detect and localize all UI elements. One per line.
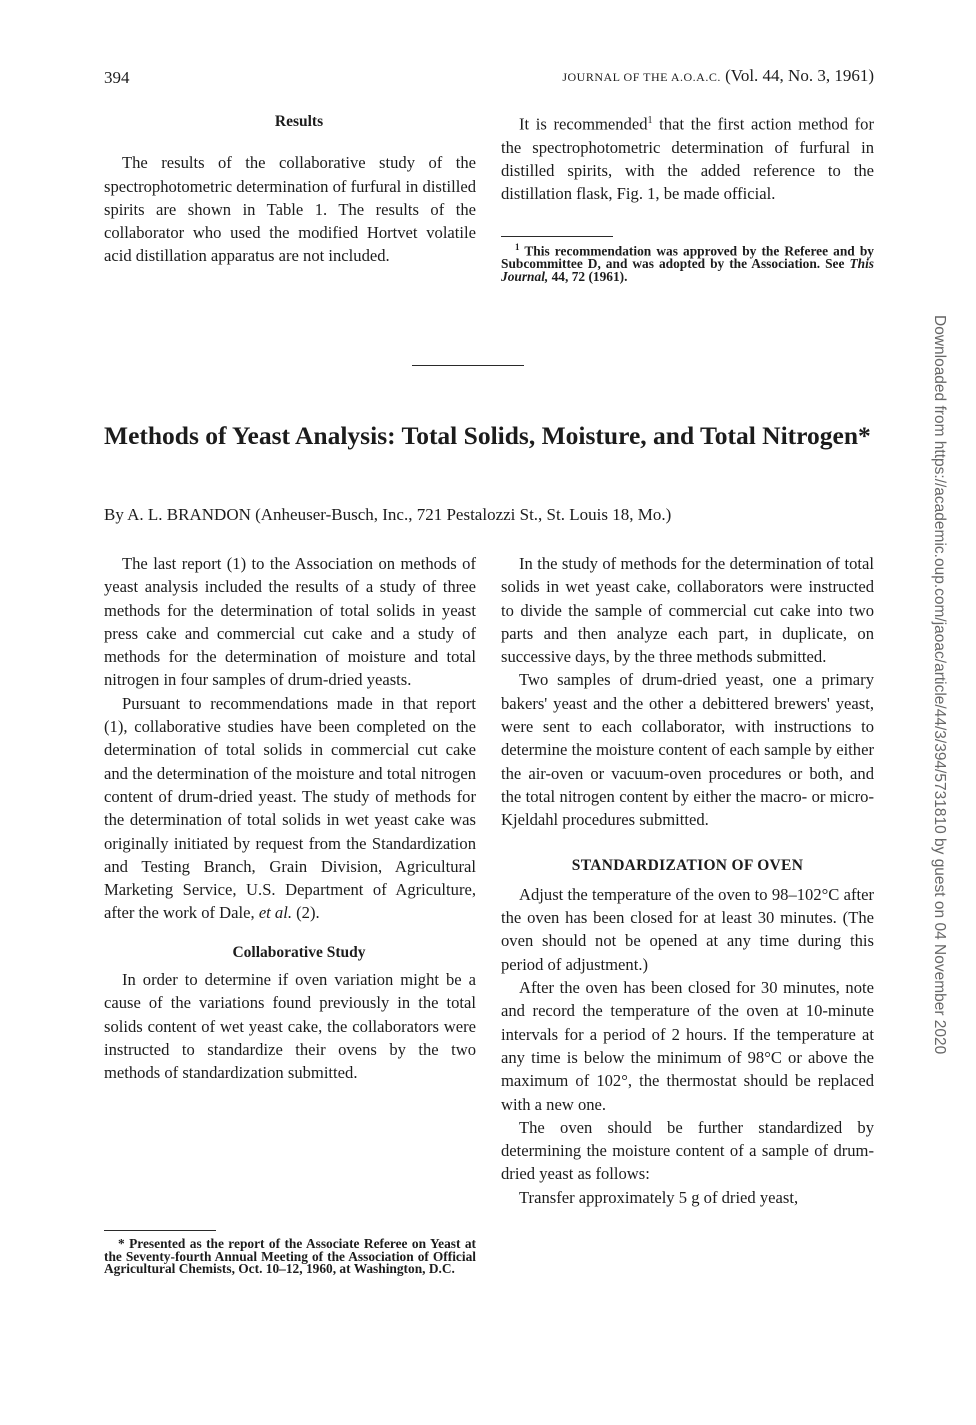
results-section bbox=[104, 110, 476, 268]
recommendation-footnote: $^1$ This recommendation was approved by the Referee and by Subcommittee D, and was adopted by the Association. See This Journal, 44, 72 (1961). bbox=[501, 242, 874, 284]
page-number: 394 bbox=[104, 68, 130, 87]
collaborative-study-heading: Collaborative Study bbox=[232, 943, 366, 961]
running-header bbox=[562, 66, 874, 86]
article-title: Methods of Yeast Analysis: Total Solids, Moisture, and Total Nitrogen* bbox=[104, 421, 871, 450]
presentation-footnote: * Presented as the report of the Associate Referee on Yeast at the Seventy-fourth Annual Meeting of the Association of Official Agricultural Chemists, Oct. 10–12, 1960, at Washington, D.C. bbox=[104, 1236, 476, 1277]
download-notice: Downloaded from https://academic.oup.com/jaoac/article/44/3/394/5731810 by guest on 04 November 2020 bbox=[931, 315, 948, 1055]
footnote-divider bbox=[501, 236, 613, 237]
standardization-heading: STANDARDIZATION OF OVEN bbox=[571, 856, 804, 874]
recommendation-section bbox=[501, 109, 874, 206]
right-column bbox=[501, 552, 874, 1209]
paragraph: The oven should be further standardized by determining the moisture content of a sample of drum-dried yeast as follows: bbox=[501, 1117, 874, 1184]
paragraph: Transfer approximately 5 g of dried yeast, bbox=[519, 1187, 799, 1207]
journal-name: JOURNAL OF THE A.O.A.C. bbox=[562, 70, 721, 84]
footnote-mark: 1 bbox=[647, 115, 653, 126]
paragraph: In order to determine if oven variation might be a cause of the variations found previously in the total solids content of wet yeast cake, the collaborators were instructed to standardize their ovens by the two methods of standardization submitted. bbox=[104, 970, 476, 1083]
paragraph: Two samples of drum-dried yeast, one a primary bakers' yeast and the other a debittered brewers' yeast, were sent to each collaborator, with instructions to determine the moisture content of each sample by either the air-oven or vacuum-oven procedures or both, and the total nitrogen content by either the macro- or micro-Kjeldahl procedures submitted. bbox=[501, 670, 874, 830]
results-heading: Results bbox=[274, 113, 324, 130]
article-byline: By A. L. BRANDON (Anheuser-Busch, Inc., 721 Pestalozzi St., St. Louis 18, Mo.) bbox=[104, 505, 672, 524]
paragraph: The last report (1) to the Association on methods of yeast analysis included the results of a study of three methods for the determination of total solids in yeast press cake and commercial cut cake and a study of methods for the determination of moisture and total nitrogen in four samples of drum-dried yeasts. bbox=[104, 554, 476, 690]
left-column bbox=[104, 552, 476, 1085]
footnote-divider bbox=[104, 1230, 216, 1231]
journal-volume: (Vol. 44, No. 3, 1961) bbox=[725, 66, 874, 85]
recommendation-paragraph: It is recommended$^1$ that the first action method for the spectrophotometric determination of furfural in distilled spirits, with the added reference to the distillation flask, Fig. 1, be made official. bbox=[501, 114, 874, 204]
section-separator bbox=[412, 365, 524, 366]
paragraph: Pursuant to recommendations made in that report (1), collaborative studies have been completed on the determination of total solids in commercial cut cake and the determination of the moisture and total nitrogen content of drum-dried yeast. The study of methods for the determination of total solids in wet yeast cake was originally initiated by request from the Standardization and Testing Branch, Grain Division, Agricultural Marketing Service, U.S. Department of Agriculture, after the work of Dale, et al. (2). bbox=[104, 693, 476, 923]
paragraph: In the study of methods for the determination of total solids in wet yeast cake, collaborators were instructed to divide the sample of commercial cut cake into two parts and then analyze each part, in duplicate, on successive days, by the three methods submitted. bbox=[501, 554, 874, 667]
results-paragraph: The results of the collaborative study of the spectrophotometric determination of furfural in distilled spirits are shown in Table 1. The results of the collaborator who used the modified Hortvet volatile acid distillation apparatus are not included. bbox=[104, 153, 476, 266]
paragraph: After the oven has been closed for 30 minutes, note and record the temperature of the oven at 10-minute intervals for a period of 2 hours. If the temperature at any time is below the minimum of 98°C or above the maximum of 102°, the thermostat should be replaced with a new one. bbox=[501, 978, 874, 1114]
paragraph: Adjust the temperature of the oven to 98–102°C after the oven has been closed for at least 30 minutes. (The oven should not be opened at any time during this period of adjustment.) bbox=[501, 884, 874, 974]
